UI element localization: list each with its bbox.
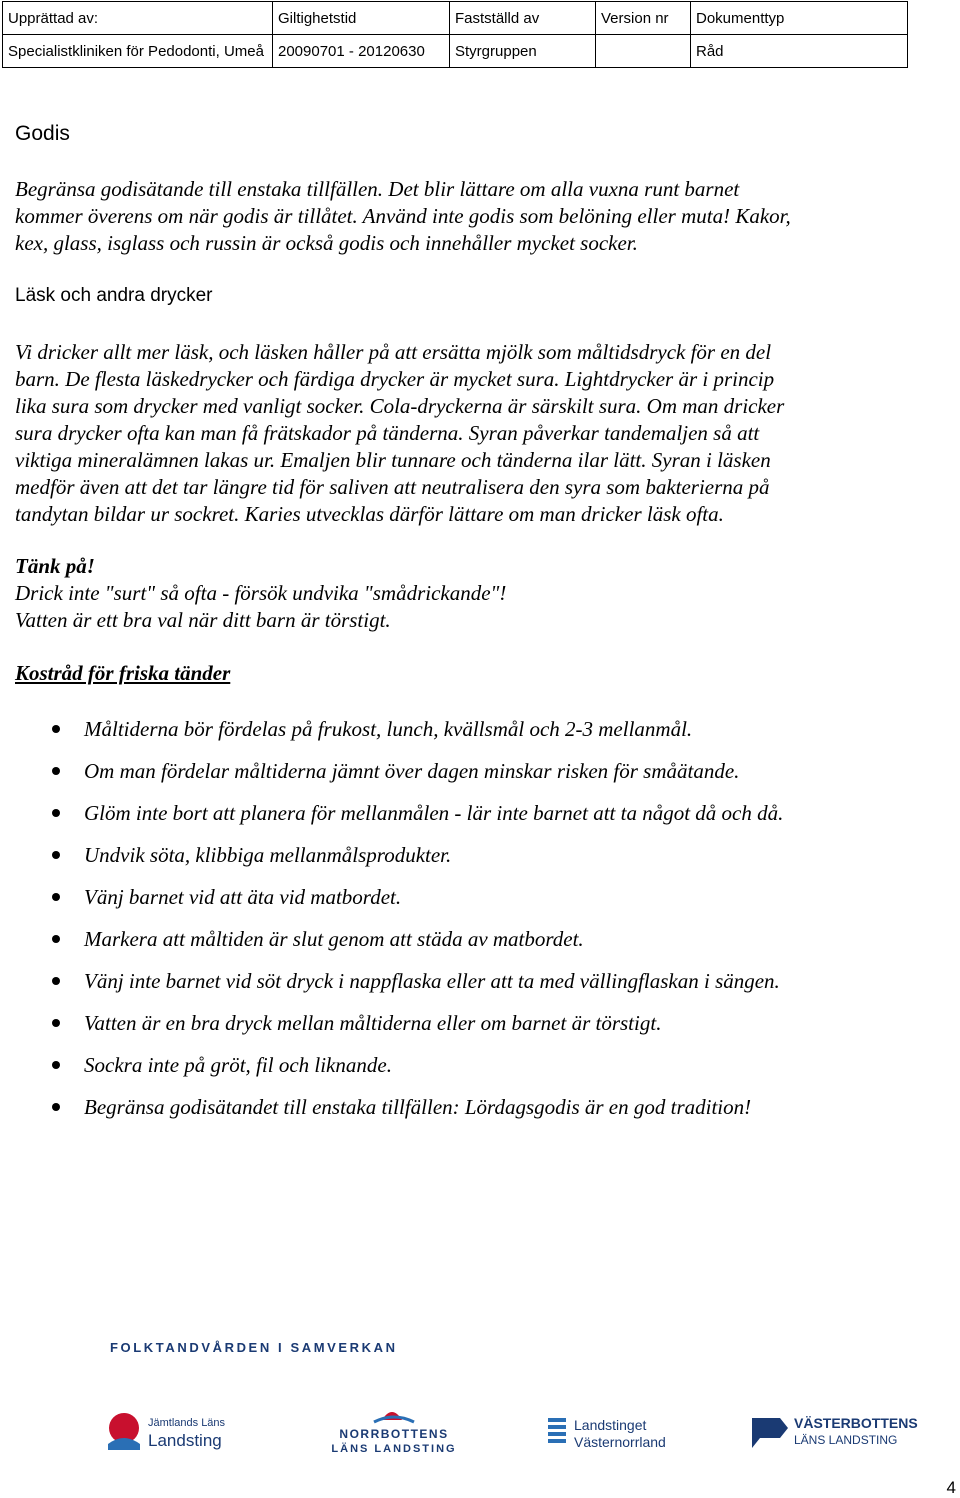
vasterbotten-line1: VÄSTERBOTTENS <box>794 1415 918 1431</box>
header-label-prepared-by: Upprättad av: <box>3 2 273 35</box>
list-item <box>0 800 783 842</box>
list-item-text: Undvik söta, klibbiga mellanmålsprodukter. <box>84 843 452 867</box>
lask-paragraph <box>15 339 895 528</box>
bullet-icon <box>52 977 60 985</box>
paragraph-line: sura drycker ofta kan man få frätskador på tänderna. Syran påverkar tandemaljen så att <box>15 421 760 445</box>
bullet-icon <box>52 725 60 733</box>
bullet-icon <box>52 935 60 943</box>
paragraph-line: lika sura som drycker med vanligt socker. Cola-dryckerna är särskilt sura. Om man dricker <box>15 394 785 418</box>
paragraph-line: viktiga mineralämnen lakas ur. Emaljen blir tunnare och tänderna ilar lätt. Syran i läsken <box>15 448 771 472</box>
list-item-text: Sockra inte på gröt, fil och liknande. <box>84 1053 392 1077</box>
vasterbotten-line2: LÄNS LANDSTING <box>794 1433 898 1447</box>
godis-paragraph <box>15 176 875 257</box>
header-value-validity: 20090701 - 20120630 <box>273 35 450 68</box>
header-label-doctype: Dokumenttyp <box>691 2 908 35</box>
list-item-text: Begränsa godisätandet till enstaka tillfällen: Lördagsgodis är en god tradition! <box>84 1095 752 1119</box>
vasterbotten-logo <box>750 1410 920 1454</box>
tip-heading: Tänk på! <box>15 554 95 578</box>
list-item <box>0 884 783 926</box>
list-item-text: Om man fördelar måltiderna jämnt över dagen minskar risken för småätande. <box>84 759 740 783</box>
list-item-text: Måltiderna bör fördelas på frukost, lunch, kvällsmål och 2-3 mellanmål. <box>84 717 693 741</box>
tip-line: Drick inte "surt" så ofta - försök undvika "smådrickande"! <box>15 581 507 605</box>
list-item-text: Vänj inte barnet vid söt dryck i nappflaska eller att ta med vällingflaskan i sängen. <box>84 969 780 993</box>
header-value-version <box>596 35 691 68</box>
jamtland-logo <box>106 1410 236 1454</box>
norrbotten-logo <box>326 1402 462 1456</box>
header-row-labels <box>3 2 908 35</box>
vasterbotten-emblem-icon <box>752 1418 788 1448</box>
list-item <box>0 842 783 884</box>
vasternorrland-emblem-icon <box>548 1418 566 1443</box>
tip-line: Vatten är ett bra val när ditt barn är törstigt. <box>15 608 391 632</box>
paragraph-line: Begränsa godisätande till enstaka tillfällen. Det blir lättare om alla vuxna runt barnet <box>15 177 740 201</box>
header-value-doctype: Råd <box>691 35 908 68</box>
footer-tagline: FOLKTANDVÅRDEN I SAMVERKAN <box>110 1340 398 1355</box>
list-item <box>0 926 783 968</box>
bullet-icon <box>52 893 60 901</box>
paragraph-line: Vi dricker allt mer läsk, och läsken håller på att ersätta mjölk som måltidsdryck för en del <box>15 340 772 364</box>
list-item-text: Vänj barnet vid att äta vid matbordet. <box>84 885 402 909</box>
tip-box <box>15 553 506 634</box>
bullet-icon <box>52 1061 60 1069</box>
paragraph-line: tandytan bildar ur sockret. Karies utvecklas därför lättare om man dricker läsk ofta. <box>15 502 724 526</box>
list-item <box>0 758 783 800</box>
list-item-text: Glöm inte bort att planera för mellanmålen - lär inte barnet att ta något då och då. <box>84 801 784 825</box>
page-number: 4 <box>946 1478 956 1497</box>
list-item <box>0 1094 783 1136</box>
jamtland-wave-icon <box>108 1438 140 1450</box>
footer-logos <box>0 1398 960 1468</box>
jamtland-line2: Landsting <box>148 1431 222 1450</box>
list-item <box>0 968 783 1010</box>
paragraph-line: kommer överens om när godis är tillåtet. Använd inte godis som belöning eller muta! Kakor, <box>15 204 791 228</box>
bullet-icon <box>52 1019 60 1027</box>
list-item <box>0 1010 783 1052</box>
header-label-approved-by: Fastställd av <box>450 2 596 35</box>
bullet-icon <box>52 851 60 859</box>
vasternorrland-logo <box>546 1412 686 1454</box>
section-heading-lask: Läsk och andra drycker <box>15 285 213 306</box>
header-label-validity: Giltighetstid <box>273 2 450 35</box>
paragraph-line: barn. De flesta läskedrycker och färdiga drycker är mycket sura. Lightdrycker är i princip <box>15 367 775 391</box>
section-heading-kostrad: Kostråd för friska tänder <box>15 661 231 685</box>
list-item-text: Markera att måltiden är slut genom att städa av matbordet. <box>84 927 584 951</box>
norrbotten-line2: LÄNS LANDSTING <box>331 1443 457 1455</box>
list-item <box>0 716 783 758</box>
norrbotten-line1: NORRBOTTENS <box>339 1427 449 1441</box>
bullet-icon <box>52 1103 60 1111</box>
bullet-icon <box>52 767 60 775</box>
paragraph-line: kex, glass, isglass och russin är också godis och innehåller mycket socker. <box>15 231 638 255</box>
list-item <box>0 1052 783 1094</box>
kostrad-list <box>0 716 783 1136</box>
vasternorrland-line2: Västernorrland <box>574 1434 666 1450</box>
paragraph-line: medför även att det tar längre tid för saliven att neutralisera den syra som bakterierna på <box>15 475 770 499</box>
header-label-version: Version nr <box>596 2 691 35</box>
header-value-approved-by: Styrgruppen <box>450 35 596 68</box>
section-heading-godis: Godis <box>15 122 70 145</box>
list-item-text: Vatten är en bra dryck mellan måltiderna eller om barnet är törstigt. <box>84 1011 662 1035</box>
vasternorrland-line1: Landstinget <box>574 1417 647 1433</box>
bullet-icon <box>52 809 60 817</box>
document-header-table <box>2 1 908 68</box>
jamtland-line1: Jämtlands Läns <box>148 1417 226 1429</box>
header-row-values <box>3 35 908 68</box>
header-value-prepared-by: Specialistkliniken för Pedodonti, Umeå <box>3 35 273 68</box>
